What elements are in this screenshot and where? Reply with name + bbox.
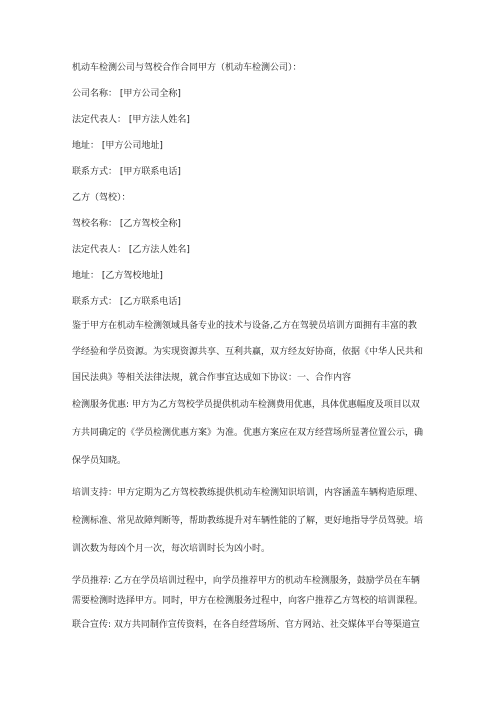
party-b-legal-rep: 法定代表人： [乙方法人姓名]: [72, 245, 190, 255]
intro-line: 学经验和学员资源。为实现资源共享、互利共赢，双方经友好协商，依据《中华人民共和: [72, 347, 424, 357]
intro-line: 国民法典》等相关法律法规，就合作事宜达成如下协议：一、合作内容: [72, 373, 352, 383]
training-paragraph: [72, 479, 438, 563]
document-title: 机动车检测公司与驾校合作合同甲方（机动车检测公司）：: [72, 63, 302, 73]
training-line: 培训支持：甲方定期为乙方驾校教练提供机动车检测知识培训，内容涵盖车辆构造原理、: [72, 488, 424, 498]
discount-line: 检测服务优惠: 甲方为乙方驾校学员提供机动车检测费用优惠，具体优惠幅度及项目以双: [72, 400, 420, 410]
party-b-contact: 联系方式： [乙方联系电话]: [72, 297, 181, 307]
referral-line: 需要检测时选择甲方。同时，甲方在检测服务过程中，向客户推荐乙方驾校的培训课程。: [72, 596, 424, 606]
intro-paragraph: [72, 313, 438, 391]
party-a-address: 地址： [甲方公司地址]: [72, 141, 163, 151]
intro-line: 鉴于甲方在机动车检测领域具备专业的技术与设备,乙方在驾驶员培训方面拥有丰富的教: [72, 321, 417, 331]
training-line: 检测标准、常见故障判断等，帮助教练提升对车辆性能的了解，更好地指导学员驾驶。培: [72, 516, 424, 526]
training-line: 训次数为每凶个月一次，每次培训时长为凶小时。: [72, 544, 271, 554]
party-a-contact: 联系方式： [甲方联系电话]: [72, 167, 181, 177]
contract-document: [72, 62, 440, 638]
discount-line: 方共同确定的《学员检测优惠方案》为准。优惠方案应在双方经营场所显著位置公示，确: [72, 428, 424, 438]
party-b-school-name: 驾校名称： [乙方驾校全称]: [72, 219, 181, 229]
referral-paragraph: [72, 571, 438, 611]
discount-paragraph: [72, 391, 438, 475]
party-a-company-name: 公司名称： [甲方公司全称]: [72, 89, 181, 99]
referral-line: 学员推荐: 乙方在学员培训过程中，向学员推荐甲方的机动车检测服务，鼓励学员在车辆: [72, 576, 420, 586]
party-a-legal-rep: 法定代表人： [甲方法人姓名]: [72, 115, 190, 125]
discount-line: 保学员知晓。: [72, 456, 127, 466]
promo-paragraph: [72, 613, 438, 638]
party-b-address: 地址： [乙方驾校地址]: [72, 271, 163, 281]
promo-line: 联合宣传: 双方共同制作宣传资料，在各自经营场所、官方网站、社交媒体平台等渠道宣: [72, 620, 420, 630]
party-b-heading: 乙方（驾校）：: [72, 193, 131, 203]
